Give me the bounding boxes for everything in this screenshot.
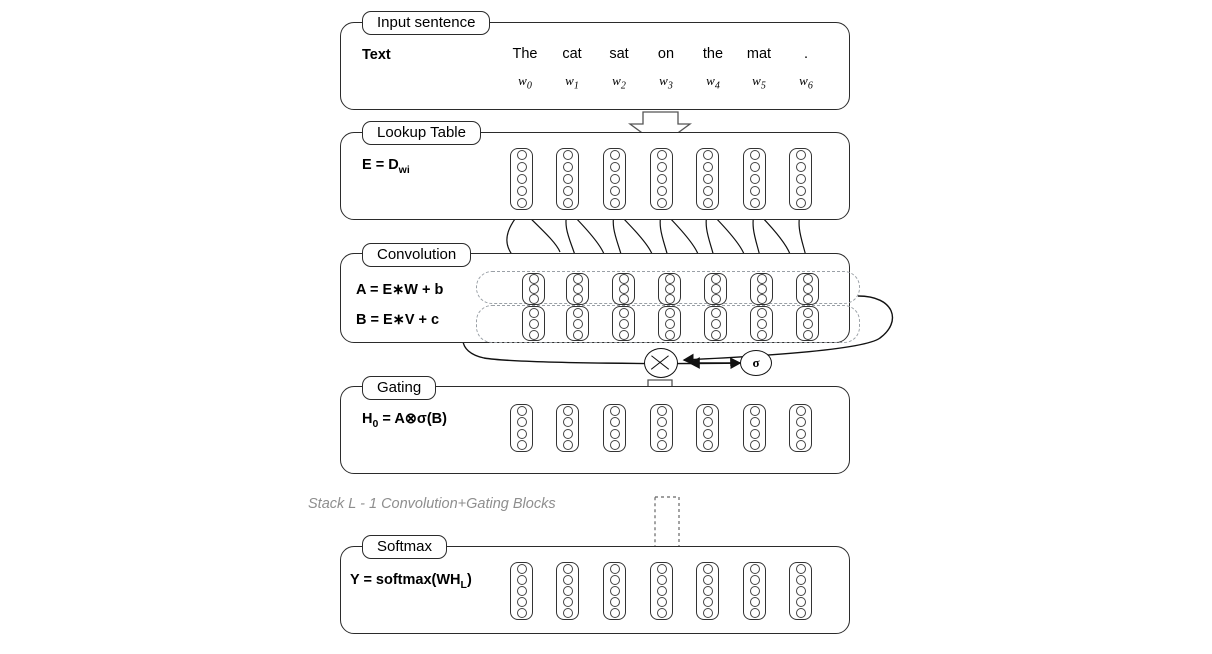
vector-cell xyxy=(711,308,721,318)
input-row-label: Text xyxy=(362,47,391,63)
panel-lookup-table xyxy=(340,132,850,220)
input-word-4: the xyxy=(702,46,724,62)
convolution-a-vector-4 xyxy=(704,273,727,305)
input-index-sub-6: 6 xyxy=(807,80,813,92)
vector-cell xyxy=(529,308,539,318)
vector-cell xyxy=(619,330,629,340)
gating-equation-rest: = A⊗σ(B) xyxy=(378,411,447,427)
softmax-equation-sub: L xyxy=(460,578,467,591)
vector-cell xyxy=(610,608,620,618)
lookup-equation-sub: wi xyxy=(398,163,410,176)
vector-cell xyxy=(610,150,620,160)
input-index-base-4: w xyxy=(706,73,715,88)
vector-cell xyxy=(563,597,573,607)
lookup-vector-1 xyxy=(556,148,579,210)
vector-cell xyxy=(610,406,620,416)
vector-cell xyxy=(573,319,583,329)
gating-vector-5 xyxy=(743,404,766,452)
vector-cell xyxy=(657,162,667,172)
gating-equation-main: H xyxy=(362,411,373,427)
vector-cell xyxy=(796,186,806,196)
vector-cell xyxy=(610,597,620,607)
vector-cell xyxy=(517,586,527,596)
convolution-a-vector-2 xyxy=(612,273,635,305)
vector-cell xyxy=(529,294,539,304)
input-index-1 xyxy=(549,73,595,92)
vector-cell xyxy=(563,564,573,574)
vector-cell xyxy=(796,417,806,427)
panel-title-softmax: Softmax xyxy=(362,535,447,559)
input-index-sub-1: 1 xyxy=(573,80,579,92)
vector-cell xyxy=(610,186,620,196)
vector-cell xyxy=(529,330,539,340)
vector-cell xyxy=(610,575,620,585)
vector-cell xyxy=(610,417,620,427)
input-index-0 xyxy=(502,73,548,92)
vector-cell xyxy=(703,150,713,160)
lookup-vector-5 xyxy=(743,148,766,210)
vector-cell xyxy=(517,186,527,196)
convolution-a-vector-6 xyxy=(796,273,819,305)
input-word-3: on xyxy=(657,46,675,62)
input-word-1: cat xyxy=(562,46,582,62)
vector-cell xyxy=(796,597,806,607)
vector-cell xyxy=(563,429,573,439)
vector-cell xyxy=(796,174,806,184)
vector-cell xyxy=(757,284,767,294)
convolution-a-vector-0 xyxy=(522,273,545,305)
vector-cell xyxy=(796,198,806,208)
vector-cell xyxy=(610,162,620,172)
input-index-base-0: w xyxy=(518,73,527,88)
vector-cell xyxy=(517,597,527,607)
gating-vector-4 xyxy=(696,404,719,452)
vector-cell xyxy=(803,274,813,284)
convolution-b-vector-5 xyxy=(750,306,773,341)
lookup-vector-3 xyxy=(650,148,673,210)
vector-cell xyxy=(657,564,667,574)
vector-cell xyxy=(750,597,760,607)
vector-cell xyxy=(703,162,713,172)
gating-equation xyxy=(362,411,447,430)
vector-cell xyxy=(711,319,721,329)
vector-cell xyxy=(711,274,721,284)
input-index-base-5: w xyxy=(752,73,761,88)
vector-cell xyxy=(563,186,573,196)
vector-cell xyxy=(757,294,767,304)
vector-cell xyxy=(517,150,527,160)
input-index-sub-2: 2 xyxy=(620,80,626,92)
vector-cell xyxy=(750,417,760,427)
vector-cell xyxy=(703,406,713,416)
input-index-base-6: w xyxy=(799,73,808,88)
vector-cell xyxy=(750,608,760,618)
vector-cell xyxy=(529,284,539,294)
input-index-2 xyxy=(596,73,642,92)
softmax-equation-post: ) xyxy=(466,572,472,588)
gating-vector-3 xyxy=(650,404,673,452)
convolution-equation-a: A = E∗W + b xyxy=(356,282,444,298)
convolution-a-vector-1 xyxy=(566,273,589,305)
vector-cell xyxy=(703,575,713,585)
input-index-base-2: w xyxy=(612,73,621,88)
vector-cell xyxy=(529,274,539,284)
vector-cell xyxy=(563,417,573,427)
vector-cell xyxy=(703,417,713,427)
vector-cell xyxy=(657,150,667,160)
vector-cell xyxy=(517,406,527,416)
vector-cell xyxy=(796,406,806,416)
softmax-vector-1 xyxy=(556,562,579,620)
vector-cell xyxy=(750,174,760,184)
vector-cell xyxy=(665,330,675,340)
vector-cell xyxy=(803,308,813,318)
vector-cell xyxy=(657,429,667,439)
vector-cell xyxy=(573,284,583,294)
panel-input-sentence xyxy=(340,22,850,110)
vector-cell xyxy=(796,150,806,160)
gating-vector-2 xyxy=(603,404,626,452)
vector-cell xyxy=(610,440,620,450)
convolution-b-vector-6 xyxy=(796,306,819,341)
vector-cell xyxy=(703,608,713,618)
vector-cell xyxy=(563,150,573,160)
vector-cell xyxy=(619,308,629,318)
vector-cell xyxy=(657,575,667,585)
vector-cell xyxy=(711,284,721,294)
vector-cell xyxy=(657,597,667,607)
stack-note: Stack L - 1 Convolution+Gating Blocks xyxy=(308,496,556,512)
vector-cell xyxy=(563,198,573,208)
vector-cell xyxy=(796,440,806,450)
input-index-sub-3: 3 xyxy=(667,80,673,92)
vector-cell xyxy=(657,586,667,596)
vector-cell xyxy=(750,429,760,439)
input-word-5: mat xyxy=(746,46,772,62)
vector-cell xyxy=(703,586,713,596)
vector-cell xyxy=(657,406,667,416)
vector-cell xyxy=(619,294,629,304)
vector-cell xyxy=(517,198,527,208)
vector-cell xyxy=(619,274,629,284)
vector-cell xyxy=(803,284,813,294)
softmax-vector-0 xyxy=(510,562,533,620)
vector-cell xyxy=(796,564,806,574)
convolution-b-vector-2 xyxy=(612,306,635,341)
vector-cell xyxy=(529,319,539,329)
softmax-vector-4 xyxy=(696,562,719,620)
vector-cell xyxy=(665,308,675,318)
softmax-vector-5 xyxy=(743,562,766,620)
lookup-vector-0 xyxy=(510,148,533,210)
vector-cell xyxy=(711,294,721,304)
vector-cell xyxy=(750,575,760,585)
vector-cell xyxy=(573,274,583,284)
vector-cell xyxy=(750,440,760,450)
vector-cell xyxy=(750,586,760,596)
lookup-vector-2 xyxy=(603,148,626,210)
vector-cell xyxy=(757,330,767,340)
vector-cell xyxy=(703,174,713,184)
input-word-6: . xyxy=(803,46,809,62)
vector-cell xyxy=(657,440,667,450)
vector-cell xyxy=(517,575,527,585)
vector-cell xyxy=(517,564,527,574)
lookup-equation-main: E = D xyxy=(362,157,399,173)
vector-cell xyxy=(563,586,573,596)
vector-cell xyxy=(665,274,675,284)
vector-cell xyxy=(619,319,629,329)
vector-cell xyxy=(573,308,583,318)
vector-cell xyxy=(517,429,527,439)
input-index-5 xyxy=(736,73,782,92)
gating-equation-sub: 0 xyxy=(372,417,379,430)
vector-cell xyxy=(517,440,527,450)
vector-cell xyxy=(796,575,806,585)
softmax-equation xyxy=(350,572,472,591)
vector-cell xyxy=(563,406,573,416)
convolution-b-vector-1 xyxy=(566,306,589,341)
input-index-base-3: w xyxy=(659,73,668,88)
vector-cell xyxy=(657,198,667,208)
input-index-3 xyxy=(643,73,689,92)
vector-cell xyxy=(750,186,760,196)
vector-cell xyxy=(517,608,527,618)
vector-cell xyxy=(796,586,806,596)
vector-cell xyxy=(711,330,721,340)
vector-cell xyxy=(703,440,713,450)
vector-cell xyxy=(563,575,573,585)
vector-cell xyxy=(517,174,527,184)
vector-cell xyxy=(563,162,573,172)
input-word-2: sat xyxy=(609,46,629,62)
sigma-node: σ xyxy=(740,350,772,376)
panel-title-convolution: Convolution xyxy=(362,243,471,267)
softmax-vector-2 xyxy=(603,562,626,620)
input-index-sub-4: 4 xyxy=(714,80,720,92)
vector-cell xyxy=(796,608,806,618)
vector-cell xyxy=(665,319,675,329)
convolution-b-vector-4 xyxy=(704,306,727,341)
vector-cell xyxy=(750,406,760,416)
vector-cell xyxy=(610,586,620,596)
vector-cell xyxy=(563,174,573,184)
gating-vector-0 xyxy=(510,404,533,452)
vector-cell xyxy=(796,429,806,439)
vector-cell xyxy=(757,319,767,329)
vector-cell xyxy=(657,417,667,427)
input-word-0: The xyxy=(512,46,538,62)
vector-cell xyxy=(665,294,675,304)
vector-cell xyxy=(610,564,620,574)
vector-cell xyxy=(517,417,527,427)
lookup-vector-4 xyxy=(696,148,719,210)
vector-cell xyxy=(610,174,620,184)
input-index-6 xyxy=(783,73,829,92)
vector-cell xyxy=(563,440,573,450)
vector-cell xyxy=(657,186,667,196)
softmax-vector-3 xyxy=(650,562,673,620)
vector-cell xyxy=(517,162,527,172)
panel-title-input-sentence: Input sentence xyxy=(362,11,490,35)
vector-cell xyxy=(703,186,713,196)
vector-cell xyxy=(573,294,583,304)
input-index-sub-5: 5 xyxy=(760,80,766,92)
vector-cell xyxy=(703,198,713,208)
vector-cell xyxy=(573,330,583,340)
vector-cell xyxy=(796,162,806,172)
vector-cell xyxy=(757,308,767,318)
gating-vector-6 xyxy=(789,404,812,452)
softmax-vector-6 xyxy=(789,562,812,620)
vector-cell xyxy=(703,597,713,607)
vector-cell xyxy=(750,564,760,574)
vector-cell xyxy=(665,284,675,294)
vector-cell xyxy=(610,198,620,208)
vector-cell xyxy=(657,174,667,184)
softmax-equation-pre: Y = softmax(WH xyxy=(350,572,461,588)
convolution-a-vector-5 xyxy=(750,273,773,305)
vector-cell xyxy=(750,198,760,208)
vector-cell xyxy=(610,429,620,439)
input-index-base-1: w xyxy=(565,73,574,88)
vector-cell xyxy=(803,294,813,304)
convolution-b-vector-3 xyxy=(658,306,681,341)
convolution-b-vector-0 xyxy=(522,306,545,341)
vector-cell xyxy=(657,608,667,618)
panel-title-gating: Gating xyxy=(362,376,436,400)
lookup-vector-6 xyxy=(789,148,812,210)
vector-cell xyxy=(803,319,813,329)
input-index-4 xyxy=(690,73,736,92)
vector-cell xyxy=(619,284,629,294)
convolution-equation-b: B = E∗V + c xyxy=(356,312,440,328)
elementwise-product-node xyxy=(644,348,678,378)
vector-cell xyxy=(703,564,713,574)
vector-cell xyxy=(563,608,573,618)
lookup-equation xyxy=(362,157,410,176)
gating-vector-1 xyxy=(556,404,579,452)
panel-title-lookup-table: Lookup Table xyxy=(362,121,481,145)
vector-cell xyxy=(757,274,767,284)
vector-cell xyxy=(750,150,760,160)
input-index-sub-0: 0 xyxy=(526,80,532,92)
vector-cell xyxy=(750,162,760,172)
vector-cell xyxy=(803,330,813,340)
vector-cell xyxy=(703,429,713,439)
convolution-a-vector-3 xyxy=(658,273,681,305)
